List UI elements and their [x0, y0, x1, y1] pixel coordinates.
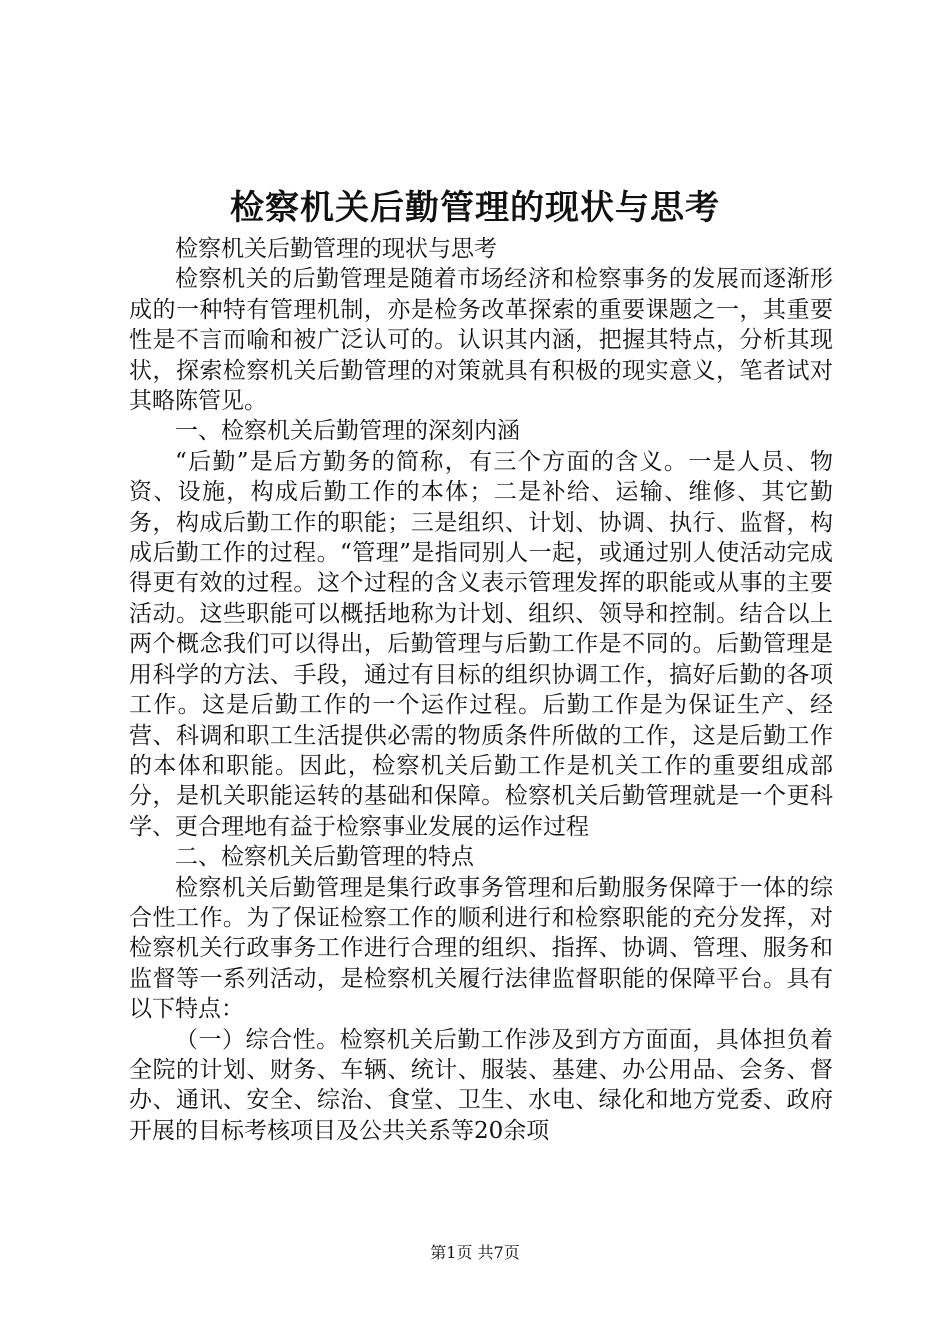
document-title: 检察机关后勤管理的现状与思考	[230, 188, 720, 228]
section-heading-2: 二、检察机关后勤管理的特点	[175, 844, 474, 871]
paragraph-subtitle: 检察机关后勤管理的现状与思考	[175, 236, 497, 262]
document-body	[129, 234, 833, 1146]
paragraph-intro: 检察机关的后勤管理是随着市场经济和检察事务的发展而逐渐形成的一种特有管理机制，亦是检务改革探索的重要课题之一，其重要性是不言而喻和被广泛认可的。认识其内涵，把握其特点，分析其现状，探索检察机关后勤管理的对策就具有积极的现实意义，笔者试对其略陈管见。	[129, 266, 833, 415]
page-indicator: 第1页 共7页	[430, 1243, 520, 1262]
section-heading-1: 一、检察机关后勤管理的深刻内涵	[175, 418, 520, 445]
paragraph-section-1: “后勤”是后方勤务的简称，有三个方面的含义。一是人员、物资、设施，构成后勤工作的本体；二是补给、运输、维修、其它勤务，构成后勤工作的职能；三是组织、计划、协调、执行、监督，构成后勤工作的过程。“管理”是指同别人一起，或通过别人使活动完成得更有效的过程。这个过程的含义表示管理发挥的职能或从事的主要活动。这些职能可以概括地称为计划、组织、领导和控制。结合以上两个概念我们可以得出，后勤管理与后勤工作是不同的。后勤管理是用科学的方法、手段，通过有目标的组织协调工作，搞好后勤的各项工作。这是后勤工作的一个运作过程。后勤工作是为保证生产、经营、科调和职工生活提供必需的物质条件所做的工作，这是后勤工作的本体和职能。因此，检察机关后勤工作是机关工作的重要组成部分，是机关职能运转的基础和保障。检察机关后勤管理就是一个更科学、更合理地有益于检察事业发展的运作过程	[129, 448, 833, 840]
paragraph-item-1: （一）综合性。检察机关后勤工作涉及到方方面面，具体担负着全院的计划、财务、车辆、统计、服装、基建、办公用品、会务、督办、通讯、安全、综治、食堂、卫生、水电、绿化和地方党委、政府开展的目标考核项目及公共关系等20余项	[129, 1026, 833, 1144]
paragraph-section-2: 检察机关后勤管理是集行政事务管理和后勤服务保障于一体的综合性工作。为了保证检察工作的顺利进行和检察职能的充分发挥，对检察机关行政事务工作进行合理的组织、指挥、协调、管理、服务和监督等一系列活动，是检察机关履行法律监督职能的保障平台。具有以下特点：	[129, 874, 833, 1023]
